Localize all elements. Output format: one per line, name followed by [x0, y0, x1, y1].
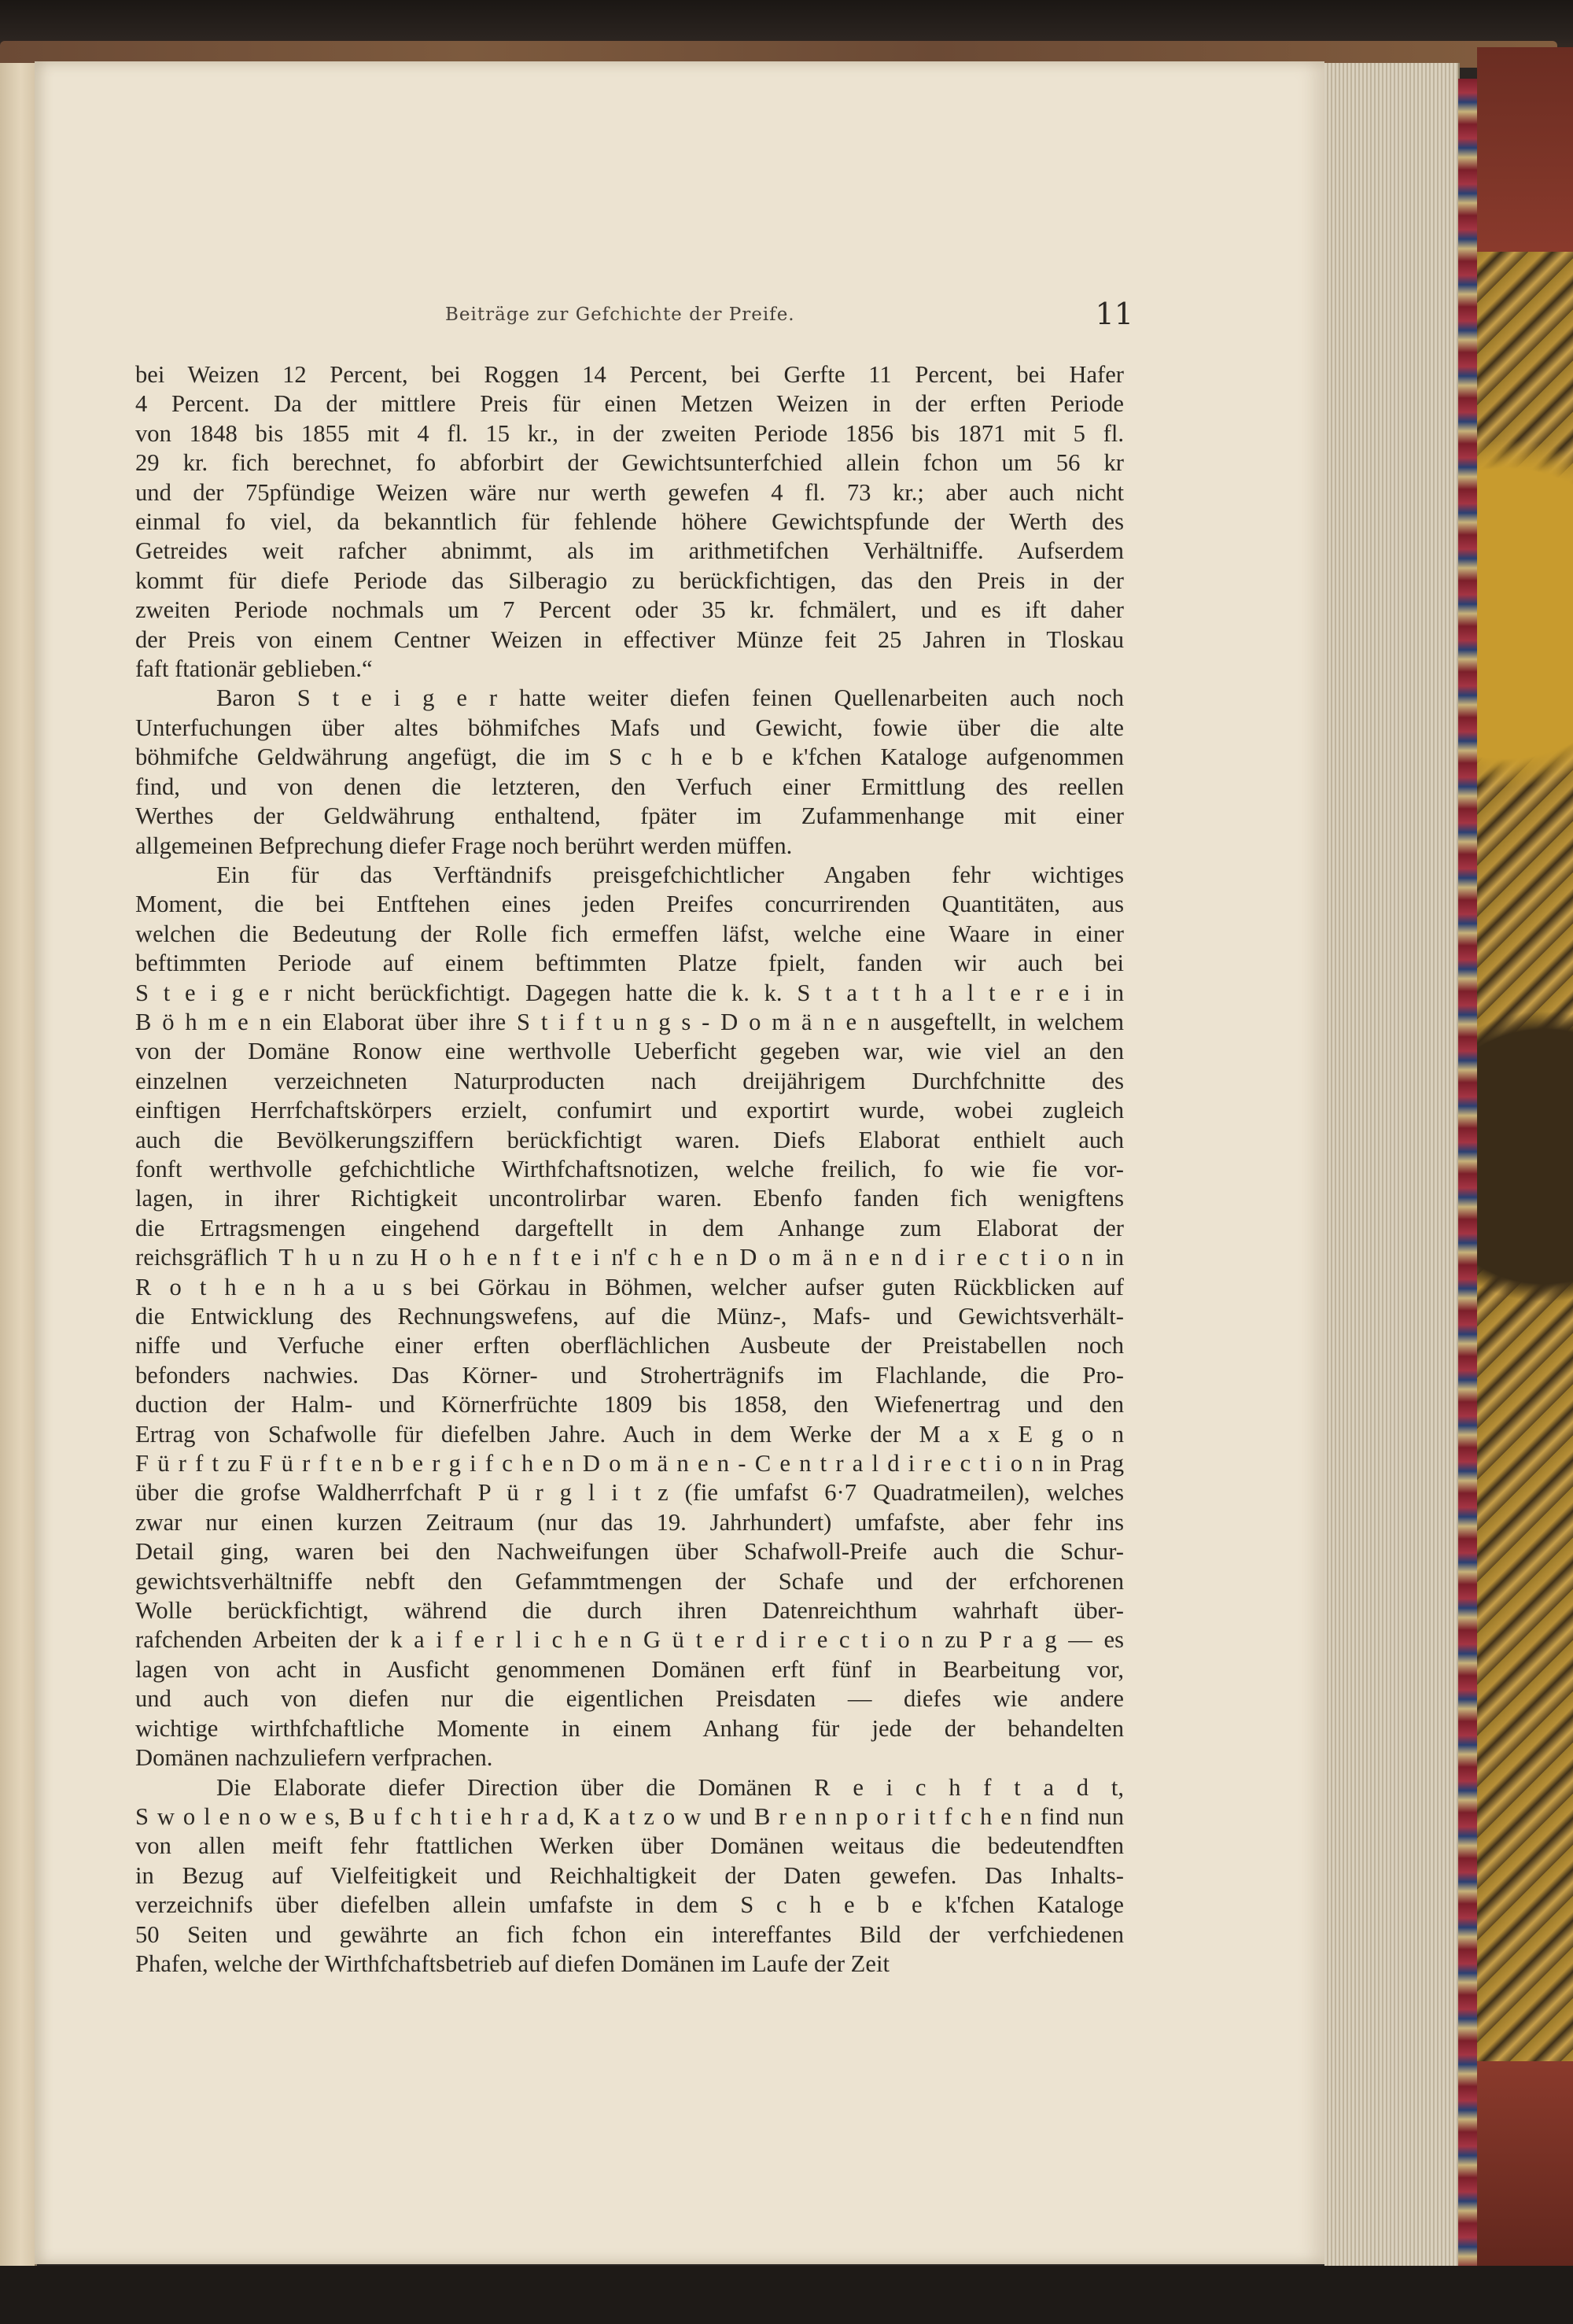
text-line: faft ftationär geblieben.“ [135, 655, 373, 683]
text-line: die Ertragsmengen eingehend dargeftellt in dem Anhange zum Elaborat der [135, 1214, 1124, 1241]
text-line: Phafen, welche der Wirthfchaftsbetrieb auf diefen Domänen im Laufe der Zeit [135, 1950, 890, 1977]
left-page-edge [0, 63, 37, 2297]
text-line: auch die Bevölkerungsziffern berückfichtigt waren. Diefs Elaborat enthielt auch [135, 1126, 1124, 1153]
text-line: einftigen Herrfchaftskörpers erzielt, confumirt und exportirt wurde, wobei zugleich [135, 1097, 1124, 1124]
text-line: gewichtsverhältniffe nebft den Gefammtmengen der Schafe und der erfchorenen [135, 1567, 1124, 1595]
text-line: 50 Seiten und gewährte an fich fchon ein intereffantes Bild der verfchiedenen [135, 1920, 1124, 1948]
text-line: Ertrag von Schafwolle für diefelben Jahre. Auch in dem Werke der M a x E g o n [135, 1420, 1124, 1448]
text-line: die Entwicklung des Rechnungswefens, auf die Münz-, Mafs- und Gewichtsverhält- [135, 1303, 1124, 1330]
marbled-cover [1477, 252, 1573, 2061]
text-line: Unterfuchungen über altes böhmifches Mafs und Gewicht, fowie über die alte [135, 714, 1124, 741]
paragraph [135, 861, 1124, 1773]
text-line: bei Weizen 12 Percent, bei Roggen 14 Percent, bei Gerfte 11 Percent, bei Hafer [135, 361, 1124, 388]
text-line: von 1848 bis 1855 mit 4 fl. 15 kr., in der zweiten Periode 1856 bis 1871 mit 5 fl. [135, 419, 1124, 447]
text-line: Moment, die bei Entftehen eines jeden Preifes concurrirenden Quantitäten, aus [135, 891, 1124, 918]
text-line: Detail ging, waren bei den Nachweifungen über Schafwoll-Preife auch die Schur- [135, 1538, 1124, 1566]
text-line: fonft werthvolle gefchichtliche Wirthfchaftsnotizen, welche freilich, fo wie fie vor- [135, 1155, 1124, 1182]
text-line: befonders nachwies. Das Körner- und Stroherträgnifs im Flachlande, die Pro- [135, 1361, 1124, 1389]
paragraph [135, 1773, 1124, 1979]
text-line: böhmifche Geldwährung angefügt, die im S c h e b e k'fchen Kataloge aufgenommen [135, 743, 1124, 771]
scan-background-bottom [0, 2266, 1573, 2324]
paragraph [135, 360, 1124, 684]
text-line: von allen meift fehr ftattlichen Werken über Domänen weitaus die bedeutendften [135, 1832, 1124, 1860]
text-line: reichsgräflich T h u n zu H o h e n f t e i n'f c h e n D o m ä n e n d i r e c t i o n in [135, 1244, 1124, 1271]
text-line: und auch von diefen nur die eigentlichen Preisdaten — diefes wie andere [135, 1685, 1124, 1713]
text-line: von der Domäne Ronow eine werthvolle Ueberficht gegeben war, wie viel an den [135, 1038, 1124, 1065]
text-line: duction der Halm- und Körnerfrüchte 1809 bis 1858, den Wiefenertrag und den [135, 1391, 1124, 1418]
text-line: lagen, in ihrer Richtigkeit uncontrolirbar waren. Ebenfo fanden fich wenigftens [135, 1185, 1124, 1212]
text-line: einzelnen verzeichneten Naturproducten nach dreijährigem Durchfchnitte des [135, 1067, 1124, 1094]
text-line: Ein für das Verftändnifs preisgefchichtlicher Angaben fehr wichtiges [216, 861, 1124, 888]
text-line: find, und von denen die letzteren, den Verfuch einer Ermittlung des reellen [135, 773, 1124, 800]
text-line: zwar nur einen kurzen Zeitraum (nur das 19. Jahrhundert) umfafste, aber fehr ins [135, 1508, 1124, 1536]
text-line: Die Elaborate diefer Direction über die Domänen R e i c h f t a d t, [216, 1773, 1124, 1801]
text-line: über die grofse Waldherrfchaft P ü r g l i t z (fie umfafst 6·7 Quadratmeilen), welches [135, 1479, 1124, 1507]
text-line: kommt für diefe Periode das Silberagio zu berückfichtigen, das den Preis in der [135, 566, 1124, 594]
text-line: allgemeinen Befprechung diefer Frage noch berührt werden müffen. [135, 832, 793, 859]
text-line: welchen die Bedeutung der Rolle fich ermeffen läfst, welche eine Waare in einer [135, 920, 1124, 947]
marbled-edge [1458, 79, 1477, 2266]
text-line: rafchenden Arbeiten der k a i f e r l i c h e n G ü t e r d i r e c t i o n zu P r a g — es [135, 1626, 1124, 1654]
text-line: und der 75pfündige Weizen wäre nur werth gewefen 4 fl. 73 kr.; aber auch nicht [135, 478, 1124, 506]
paragraph [135, 684, 1124, 860]
text-line: verzeichnifs über diefelben allein umfafste in dem S c h e b e k'fchen Kataloge [135, 1891, 1124, 1919]
text-line: niffe und Verfuche einer erften oberflächlichen Ausbeute der Preistabellen noch [135, 1332, 1124, 1359]
text-line: lagen von acht in Ausficht genommenen Domänen erft fünf in Bearbeitung vor, [135, 1655, 1124, 1683]
text-line: in Bezug auf Vielfeitigkeit und Reichhaltigkeit der Daten gewefen. Das Inhalts- [135, 1861, 1124, 1889]
running-head: Beiträge zur Gefchichte der Preife. [445, 304, 795, 325]
cover-corner-top [1477, 47, 1573, 252]
page-stack-edges [1324, 63, 1460, 2282]
text-line: Werthes der Geldwährung enthaltend, fpäter im Zufammenhange mit einer [135, 802, 1124, 830]
text-line: der Preis von einem Centner Weizen in effectiver Münze feit 25 Jahren in Tloskau [135, 625, 1124, 653]
page-number: 11 [1095, 297, 1133, 331]
text-line: einmal fo viel, da bekanntlich für fehlende höhere Gewichtspfunde der Werth des [135, 508, 1124, 536]
text-line: Baron S t e i g e r hatte weiter diefen feinen Quellenarbeiten auch noch [216, 684, 1124, 712]
text-line: Domänen nachzuliefern verfprachen. [135, 1744, 493, 1772]
text-line: Getreides weit rafcher abnimmt, als im arithmetifchen Verhältniffe. Aufserdem [135, 537, 1124, 565]
cover-corner-bottom [1477, 2061, 1573, 2297]
text-line: 29 kr. fich berechnet, fo abforbirt der Gewichtsunterfchied allein fchon um 56 kr [135, 449, 1124, 477]
text-line: S w o l e n o w e s, B u f c h t i e h r a d, K a t z o w und B r e n n p o r i t f c h e n find nun [135, 1802, 1124, 1830]
text-line: beftimmten Periode auf einem beftimmten Platze fpielt, fanden wir auch bei [135, 950, 1124, 977]
text-line: F ü r f t zu F ü r f t e n b e r g i f c h e n D o m ä n e n - C e n t r a l d i r e c t i o n in Prag [135, 1450, 1124, 1477]
text-line: wichtige wirthfchaftliche Momente in einem Anhang für jede der behandelten [135, 1714, 1124, 1742]
text-line: Wolle berückfichtigt, während die durch ihren Datenreichthum wahrhaft über- [135, 1597, 1124, 1625]
body-text [135, 360, 1124, 1979]
text-line: 4 Percent. Da der mittlere Preis für einen Metzen Weizen in der erften Periode [135, 390, 1124, 418]
text-line: zweiten Periode nochmals um 7 Percent oder 35 kr. fchmälert, und es ift daher [135, 596, 1124, 624]
text-line: B ö h m e n ein Elaborat über ihre S t i f t u n g s - D o m ä n e n ausgeftellt, in welchem [135, 1008, 1124, 1035]
text-line: S t e i g e r nicht berückfichtigt. Dagegen hatte die k. k. S t a t t h a l t e r e i in [135, 979, 1124, 1006]
text-line: R o t h e n h a u s bei Görkau in Böhmen, welcher aufser guten Rückblicken auf [135, 1273, 1124, 1300]
